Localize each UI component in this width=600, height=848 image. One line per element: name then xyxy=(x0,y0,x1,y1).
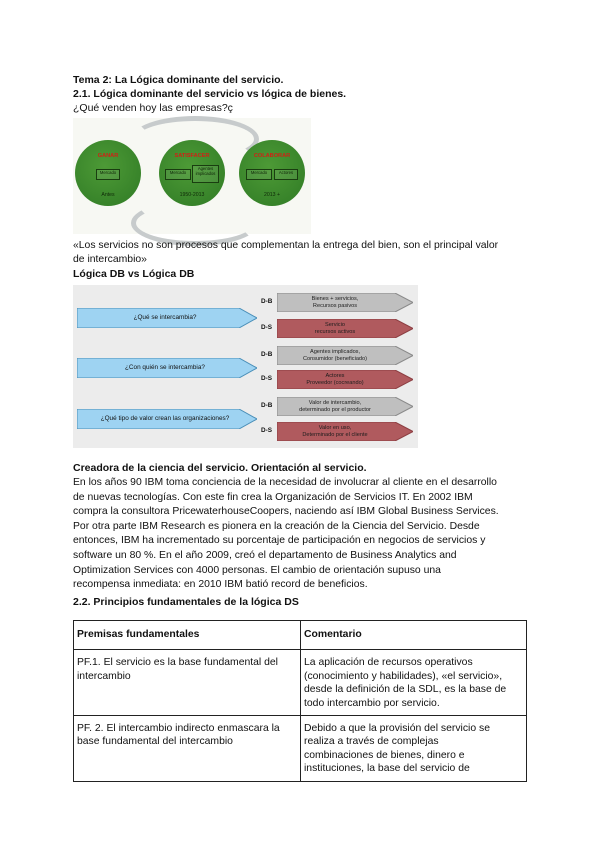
stage-box: Mercado xyxy=(246,169,272,180)
logic-text: Servicio recursos activos xyxy=(314,322,356,335)
logic-comparison-title: Lógica DB vs Lógica DB xyxy=(73,268,195,280)
creadora-title: Creadora de la ciencia del servicio. Orientación al servicio. xyxy=(73,462,367,474)
creadora-paragraph: En los años 90 IBM toma conciencia de la necesidad de involucrar al cliente en el desarrollo de nuevas tecnologías. Con este fin crea la Organización de Servicios IT. En 2002 IBM compra la consultora PricewaterhouseCoopers, naciendo así IBM Global Business Services. Por otra parte IBM Research es pionera en la creación de la Ciencia del Servicio. Desde entonces, IBM ha incrementado su porcentaje de participación en negocios de servicios y software un 80 %. En el año 2009, creó el departamento de Business Analytics and Optimization Services con 4000 personas. El cambio de orientación supuso una recompensa inmediata: en 2010 IBM batió record de beneficios. xyxy=(73,477,499,591)
logic-arrow-db xyxy=(277,293,413,312)
stage-period: Antes xyxy=(101,192,115,198)
stage-box: Mercado xyxy=(165,169,191,180)
logic-tag: D-B xyxy=(261,298,273,305)
evolution-diagram xyxy=(73,118,311,234)
logic-tag: D-S xyxy=(261,324,273,331)
question-arrow xyxy=(77,358,257,378)
stage-period: 2013 + xyxy=(263,192,280,198)
quote-line-1: «Los servicios no son procesos que complementan la entrega del bien, son el principal valor xyxy=(73,240,499,251)
logic-text: Valor de intercambio, determinado por el productor xyxy=(299,400,371,413)
intro-question: ¿Qué venden hoy las empresas?ç xyxy=(73,102,233,114)
stage-box: Mercado xyxy=(96,169,120,180)
question-text: ¿Qué tipo de valor crean las organizaciones? xyxy=(100,415,230,422)
logic-arrow-db xyxy=(277,397,413,416)
stage-box: Actores xyxy=(274,169,298,180)
question-text: ¿Qué se intercambia? xyxy=(133,314,197,321)
principles-table xyxy=(73,620,527,782)
stage-period: 1950-2013 xyxy=(179,192,205,198)
logic-text: Actores Proveedor (cocreando) xyxy=(306,373,364,386)
stage-circle-colaborar xyxy=(239,140,305,206)
stage-circle-ganar xyxy=(75,140,141,206)
comentario-cell: Debido a que la provisión del servicio se realiza a través de complejas combinaciones de bienes, dinero e instituciones, la base del servicio de xyxy=(301,716,527,782)
logic-tag: D-S xyxy=(261,375,273,382)
premisa-cell: PF.1. El servicio es la base fundamental del intercambio xyxy=(74,650,301,716)
stage-title: GANAR xyxy=(97,153,119,159)
db-vs-ds-diagram xyxy=(73,285,418,448)
table-header: Premisas fundamentales xyxy=(74,621,301,650)
table-header-row xyxy=(74,621,527,650)
stage-title: COLABORAR xyxy=(253,153,291,159)
logic-text: Bienes + servicios, Recursos pasivos xyxy=(311,296,359,309)
question-arrow xyxy=(77,409,257,429)
question-arrow xyxy=(77,308,257,328)
logic-tag: D-S xyxy=(261,427,273,434)
section-2-1-title: 2.1. Lógica dominante del servicio vs lógica de bienes. xyxy=(73,88,347,100)
table-row xyxy=(74,716,527,782)
logic-text: Agentes implicados, Consumidor (beneficiado) xyxy=(302,349,368,362)
table-header: Comentario xyxy=(301,621,527,650)
logic-tag: D-B xyxy=(261,402,273,409)
comentario-cell: La aplicación de recursos operativos (conocimiento y habilidades), «el servicio», desde la definición de la SDL, es la base de todo intercambio por servicio. xyxy=(301,650,527,716)
stage-box: Agentes implicados xyxy=(192,165,219,183)
logic-text: Valor en uso, Determinado por el cliente xyxy=(302,425,368,438)
logic-arrow-db xyxy=(277,346,413,365)
quote-line-2: de intercambio» xyxy=(73,254,147,265)
stage-title: SATISFACER xyxy=(174,153,210,159)
stage-circle-satisfacer xyxy=(159,140,225,206)
question-text: ¿Con quién se intercambia? xyxy=(125,364,205,371)
logic-tag: D-B xyxy=(261,351,273,358)
logic-arrow-ds xyxy=(277,319,413,338)
topic-title: Tema 2: La Lógica dominante del servicio. xyxy=(73,74,284,86)
table-row xyxy=(74,650,527,716)
section-2-2-title: 2.2. Principios fundamentales de la lógica DS xyxy=(73,596,299,608)
logic-arrow-ds xyxy=(277,370,413,389)
logic-arrow-ds xyxy=(277,422,413,441)
premisa-cell: PF. 2. El intercambio indirecto enmascara la base fundamental del intercambio xyxy=(74,716,301,782)
